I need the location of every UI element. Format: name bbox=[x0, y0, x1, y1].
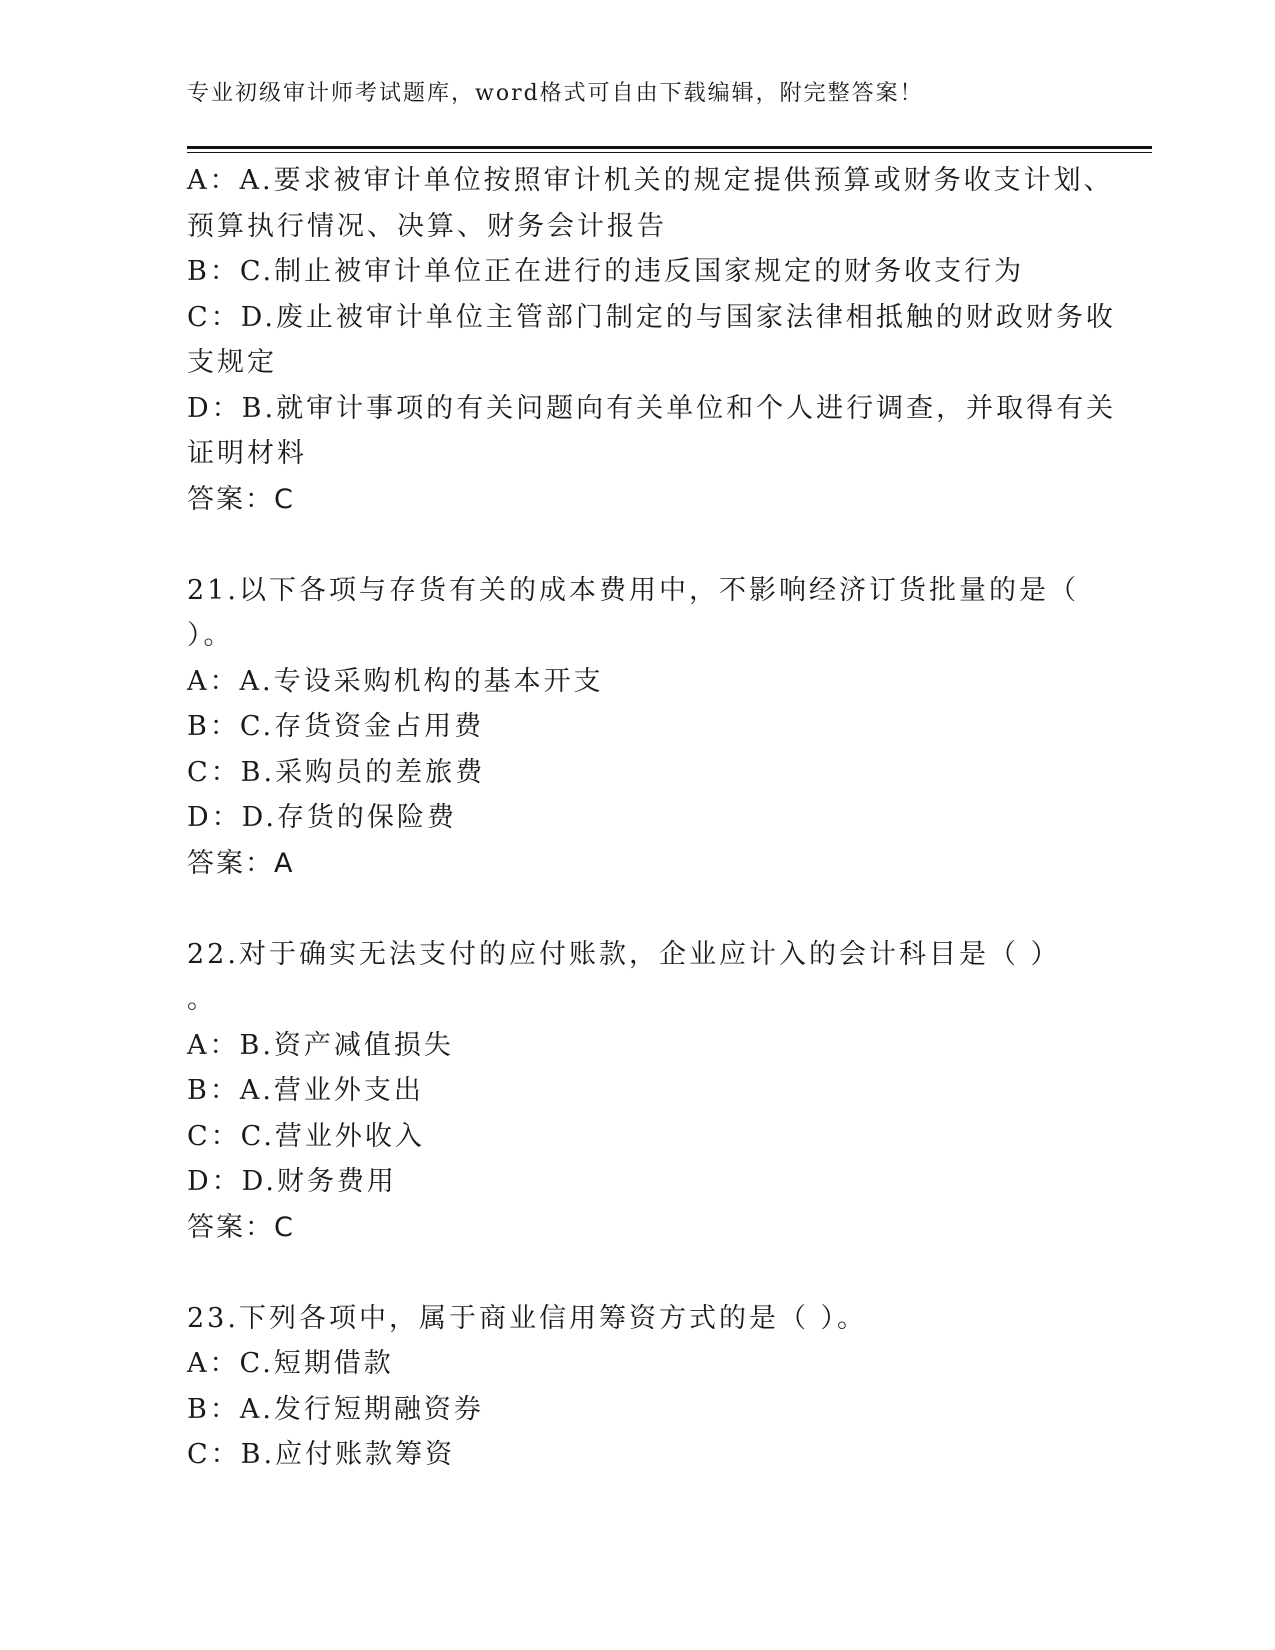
option-line: B：A.营业外支出 bbox=[187, 1075, 424, 1106]
answer-line: 答案：C bbox=[187, 483, 295, 515]
question-block bbox=[187, 158, 1117, 522]
option-line: A：A.要求被审计单位按照审计机关的规定提供预算或财务收支计划、 bbox=[187, 165, 1114, 196]
option-line: 支规定 bbox=[187, 347, 277, 378]
question-block bbox=[187, 568, 1087, 887]
question-stem: 21.以下各项与存货有关的成本费用中，不影响经济订货批量的是（ bbox=[187, 574, 1079, 606]
question-content bbox=[187, 158, 1117, 1478]
page-header: 专业初级审计师考试题库，word格式可自由下载编辑，附完整答案！ bbox=[187, 81, 924, 106]
question-stem: ）。 bbox=[187, 620, 234, 651]
option-line: B：C.存货资金占用费 bbox=[187, 711, 485, 742]
option-line: C：B.应付账款筹资 bbox=[187, 1439, 456, 1470]
option-line: 证明材料 bbox=[187, 438, 307, 469]
question-stem: 22.对于确实无法支付的应付账款，企业应计入的会计科目是（ ） bbox=[187, 938, 1061, 970]
option-line: C：B.采购员的差旅费 bbox=[187, 756, 486, 788]
option-line: B：C.制止被审计单位正在进行的违反国家规定的财务收支行为 bbox=[187, 256, 1025, 287]
header-rule-thick bbox=[187, 146, 1152, 149]
question-stem: 23.下列各项中，属于商业信用筹资方式的是（ ）。 bbox=[187, 1302, 868, 1334]
question-block bbox=[187, 932, 1087, 1251]
question-stem: 。 bbox=[187, 984, 217, 1015]
option-line: A：B.资产减值损失 bbox=[187, 1029, 454, 1061]
option-line: D：B.就审计事项的有关问题向有关单位和个人进行调查，并取得有关 bbox=[187, 392, 1117, 424]
answer-line: 答案：A bbox=[187, 847, 295, 879]
option-line: 预算执行情况、决算、财务会计报告 bbox=[187, 210, 667, 242]
option-line: A：A.专设采购机构的基本开支 bbox=[187, 665, 604, 697]
answer-line: 答案：C bbox=[187, 1211, 295, 1243]
question-block bbox=[187, 1296, 1087, 1478]
option-line: D：D.财务费用 bbox=[187, 1166, 397, 1197]
option-line: D：D.存货的保险费 bbox=[187, 802, 457, 833]
option-line: B：A.发行短期融资券 bbox=[187, 1393, 484, 1425]
option-line: C：C.营业外收入 bbox=[187, 1120, 425, 1152]
option-line: C：D.废止被审计单位主管部门制定的与国家法律相抵触的财政财务收 bbox=[187, 301, 1116, 333]
option-line: A：C.短期借款 bbox=[187, 1348, 394, 1379]
header-rule-thin bbox=[187, 152, 1152, 153]
